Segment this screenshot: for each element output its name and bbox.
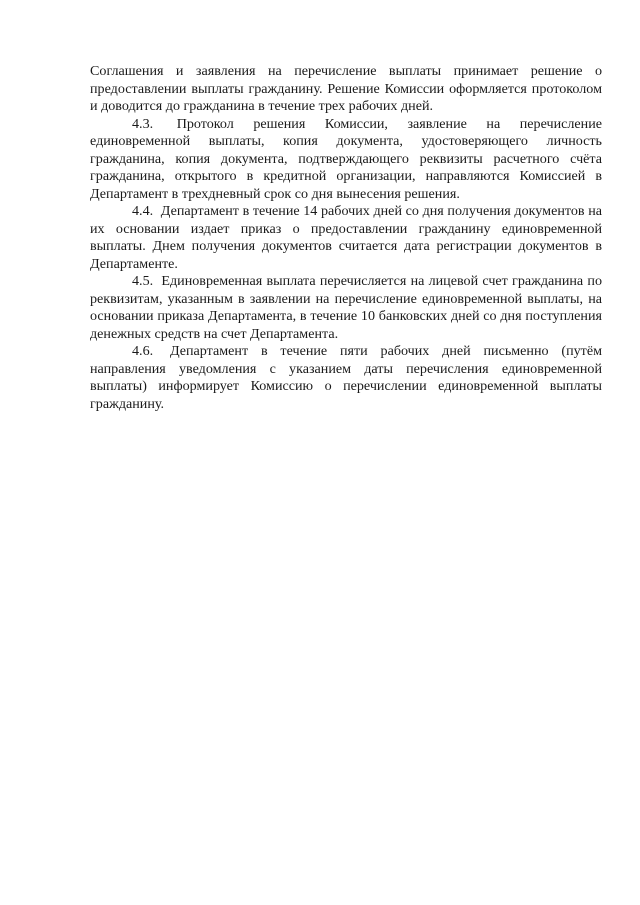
paragraph-4-4 [90, 203, 602, 273]
paragraph-number: 4.6. [132, 343, 154, 359]
paragraph-text: Протокол решения Комиссии, заявление на перечисление единовременной выплаты, копия документа, удостоверяющего личность гражданина, копия документа, подтверждающего реквизиты расчетного счёта гражданина, открытого в кредитной организации, направляются Комиссией в Департамент в трехдневный срок со дня вынесения решения. [90, 115, 603, 202]
paragraph-continuation [90, 63, 602, 116]
paragraph-text: Единовременная выплата перечисляется на лицевой счет гражданина по реквизитам, указанным в заявлении на перечисление единовременной выплаты, на основании приказа Департамента, в течение 10 банковских дней со дня поступления денежных средств на счет Департамента. [90, 273, 602, 342]
paragraph-4-6 [90, 343, 602, 413]
document-page [90, 63, 602, 413]
paragraph-text: Департамент в течение пяти рабочих дней письменно (путём направления уведомления с указанием даты перечисления единовременной выплаты) информирует Комиссию о перечислении единовременной выплаты гражданину. [90, 343, 602, 412]
paragraph-4-3 [90, 116, 602, 204]
paragraph-text: Департамент в течение 14 рабочих дней со дня получения документов на их основании издает приказ о предоставлении гражданину единовременной выплаты. Днем получения документов считается дата регистрации документов в Департаменте. [90, 203, 602, 272]
paragraph-number: 4.5. [132, 273, 154, 289]
paragraph-text: Соглашения и заявления на перечисление выплаты принимает решение о предоставлении выплаты гражданину. Решение Комиссии оформляется протоколом и доводится до гражданина в течение трех рабочих дней. [90, 63, 602, 114]
paragraph-number: 4.4. [132, 203, 154, 219]
paragraph-number: 4.3. [132, 115, 154, 132]
paragraph-4-5 [90, 273, 602, 343]
